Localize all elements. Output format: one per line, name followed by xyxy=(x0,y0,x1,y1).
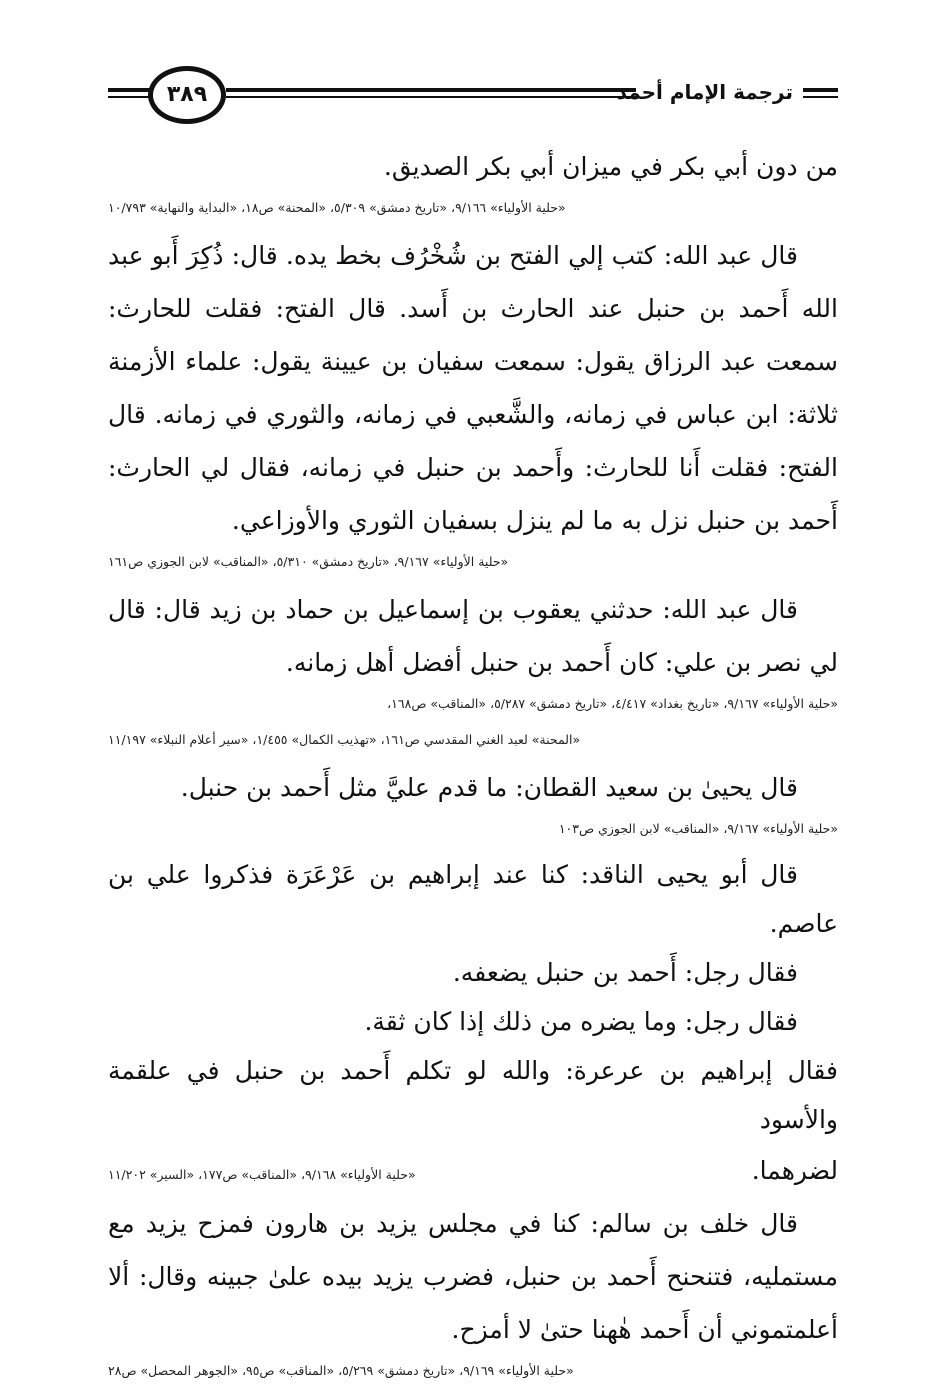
citation-1: «حلية الأولياء» ٩/١٦٦، «تاريخ دمشق» ٥/٣٠٩، «المحنة» ص١٨، «البداية والنهاية» ١٠/٧٩٣ xyxy=(108,200,566,215)
running-title: ترجمة الإمام أحمد xyxy=(616,80,793,104)
paragraph-6: قال خلف بن سالم: كنا في مجلس يزيد بن هارون فمزح يزيد مع مستمليه، فتنحنح أَحمد بن حنبل، فضرب يزيد بيده علىٰ جبينه وقال: ألا أعلمتموني أن أَحمد هٰهنا حتىٰ لا أمزح. xyxy=(108,1209,838,1344)
header-rule-right-thin xyxy=(803,96,838,98)
paragraph-5a: قال أبو يحيى الناقد: كنا عند إبراهيم بن عَرْعَرَة فذكروا علي بن عاصم. xyxy=(108,860,838,938)
paragraph-2: قال عبد الله: كتب إلي الفتح بن شُخْرُف بخط يده. قال: ذُكِرَ أَبو عبد الله أَحمد بن حنبل عند الحارث بن أَسد. قال الفتح: فقلت للحارث: سمعت عبد الرزاق يقول: سمعت سفيان بن عيينة يقول: علماء الأزمنة ثلاثة: ابن عباس في زمانه، والشَّعبي في زمانه، والثوري في زمانه. قال الفتح: فقلت أَنا للحارث: وأَحمد بن حنبل في زمانه، فقال لي الحارث: أَحمد بن حنبل نزل به ما لم ينزل بسفيان الثوري والأوزاعي. xyxy=(108,241,838,535)
paragraph-3: قال عبد الله: حدثني يعقوب بن إسماعيل بن حماد بن زيد قال: قال لي نصر بن علي: كان أَحمد بن حنبل أفضل أهل زمانه. xyxy=(108,595,838,677)
paragraph-4: قال يحيىٰ بن سعيد القطان: ما قدم عليَّ مثل أَحمد بن حنبل. xyxy=(180,773,798,802)
paragraph-5d: فقال إبراهيم بن عرعرة: والله لو تكلم أَحمد بن حنبل في علقمة والأسود xyxy=(108,1056,838,1134)
paragraph-5-end-row xyxy=(108,1144,838,1197)
page-number: ٣٨٩ xyxy=(166,82,208,107)
paragraph-5c: فقال رجل: وما يضره من ذلك إذا كان ثقة. xyxy=(364,1007,798,1036)
paragraph-1: من دون أبي بكر في ميزان أبي بكر الصديق. xyxy=(383,152,838,181)
citation-2: «حلية الأولياء» ٩/١٦٧، «تاريخ دمشق» ٥/٣١٠، «المناقب» لابن الجوزي ص١٦١ xyxy=(108,554,509,569)
paragraph-5e: لضرهما. xyxy=(751,1156,838,1185)
page-number-badge xyxy=(148,66,226,124)
header-rule-left xyxy=(108,88,150,92)
citation-3b: «المحنة» لعبد الغني المقدسي ص١٦١، «تهذيب الكمال» ١/٤٥٥، «سير أعلام النبلاء» ١١/١٩٧ xyxy=(108,732,581,747)
page-header xyxy=(108,62,838,132)
citation-3a: «حلية الأولياء» ٩/١٦٧، «تاريخ بغداد» ٤/٤١٧، «تاريخ دمشق» ٥/٢٨٧، «المناقب» ص١٦٨، xyxy=(387,696,838,711)
citation-6: «حلية الأولياء» ٩/١٦٩، «تاريخ دمشق» ٥/٢٦٩، «المناقب» ص٩٥، «الجوهر المحصل» ص٢٨ xyxy=(108,1363,574,1378)
page-body xyxy=(108,140,838,1392)
citation-4: «حلية الأولياء» ٩/١٦٧، «المناقب» لابن الجوزي ص١٠٣ xyxy=(558,821,838,836)
citation-5: «حلية الأولياء» ٩/١٦٨، «المناقب» ص١٧٧، «السير» ١١/٢٠٢ xyxy=(108,1167,416,1182)
header-rule-middle-thin xyxy=(226,96,636,98)
header-rule-middle xyxy=(226,88,636,92)
header-rule-left-thin xyxy=(108,96,150,98)
header-rule-right xyxy=(803,88,838,92)
paragraph-5b: فقال رجل: أَحمد بن حنبل يضعفه. xyxy=(452,958,798,987)
